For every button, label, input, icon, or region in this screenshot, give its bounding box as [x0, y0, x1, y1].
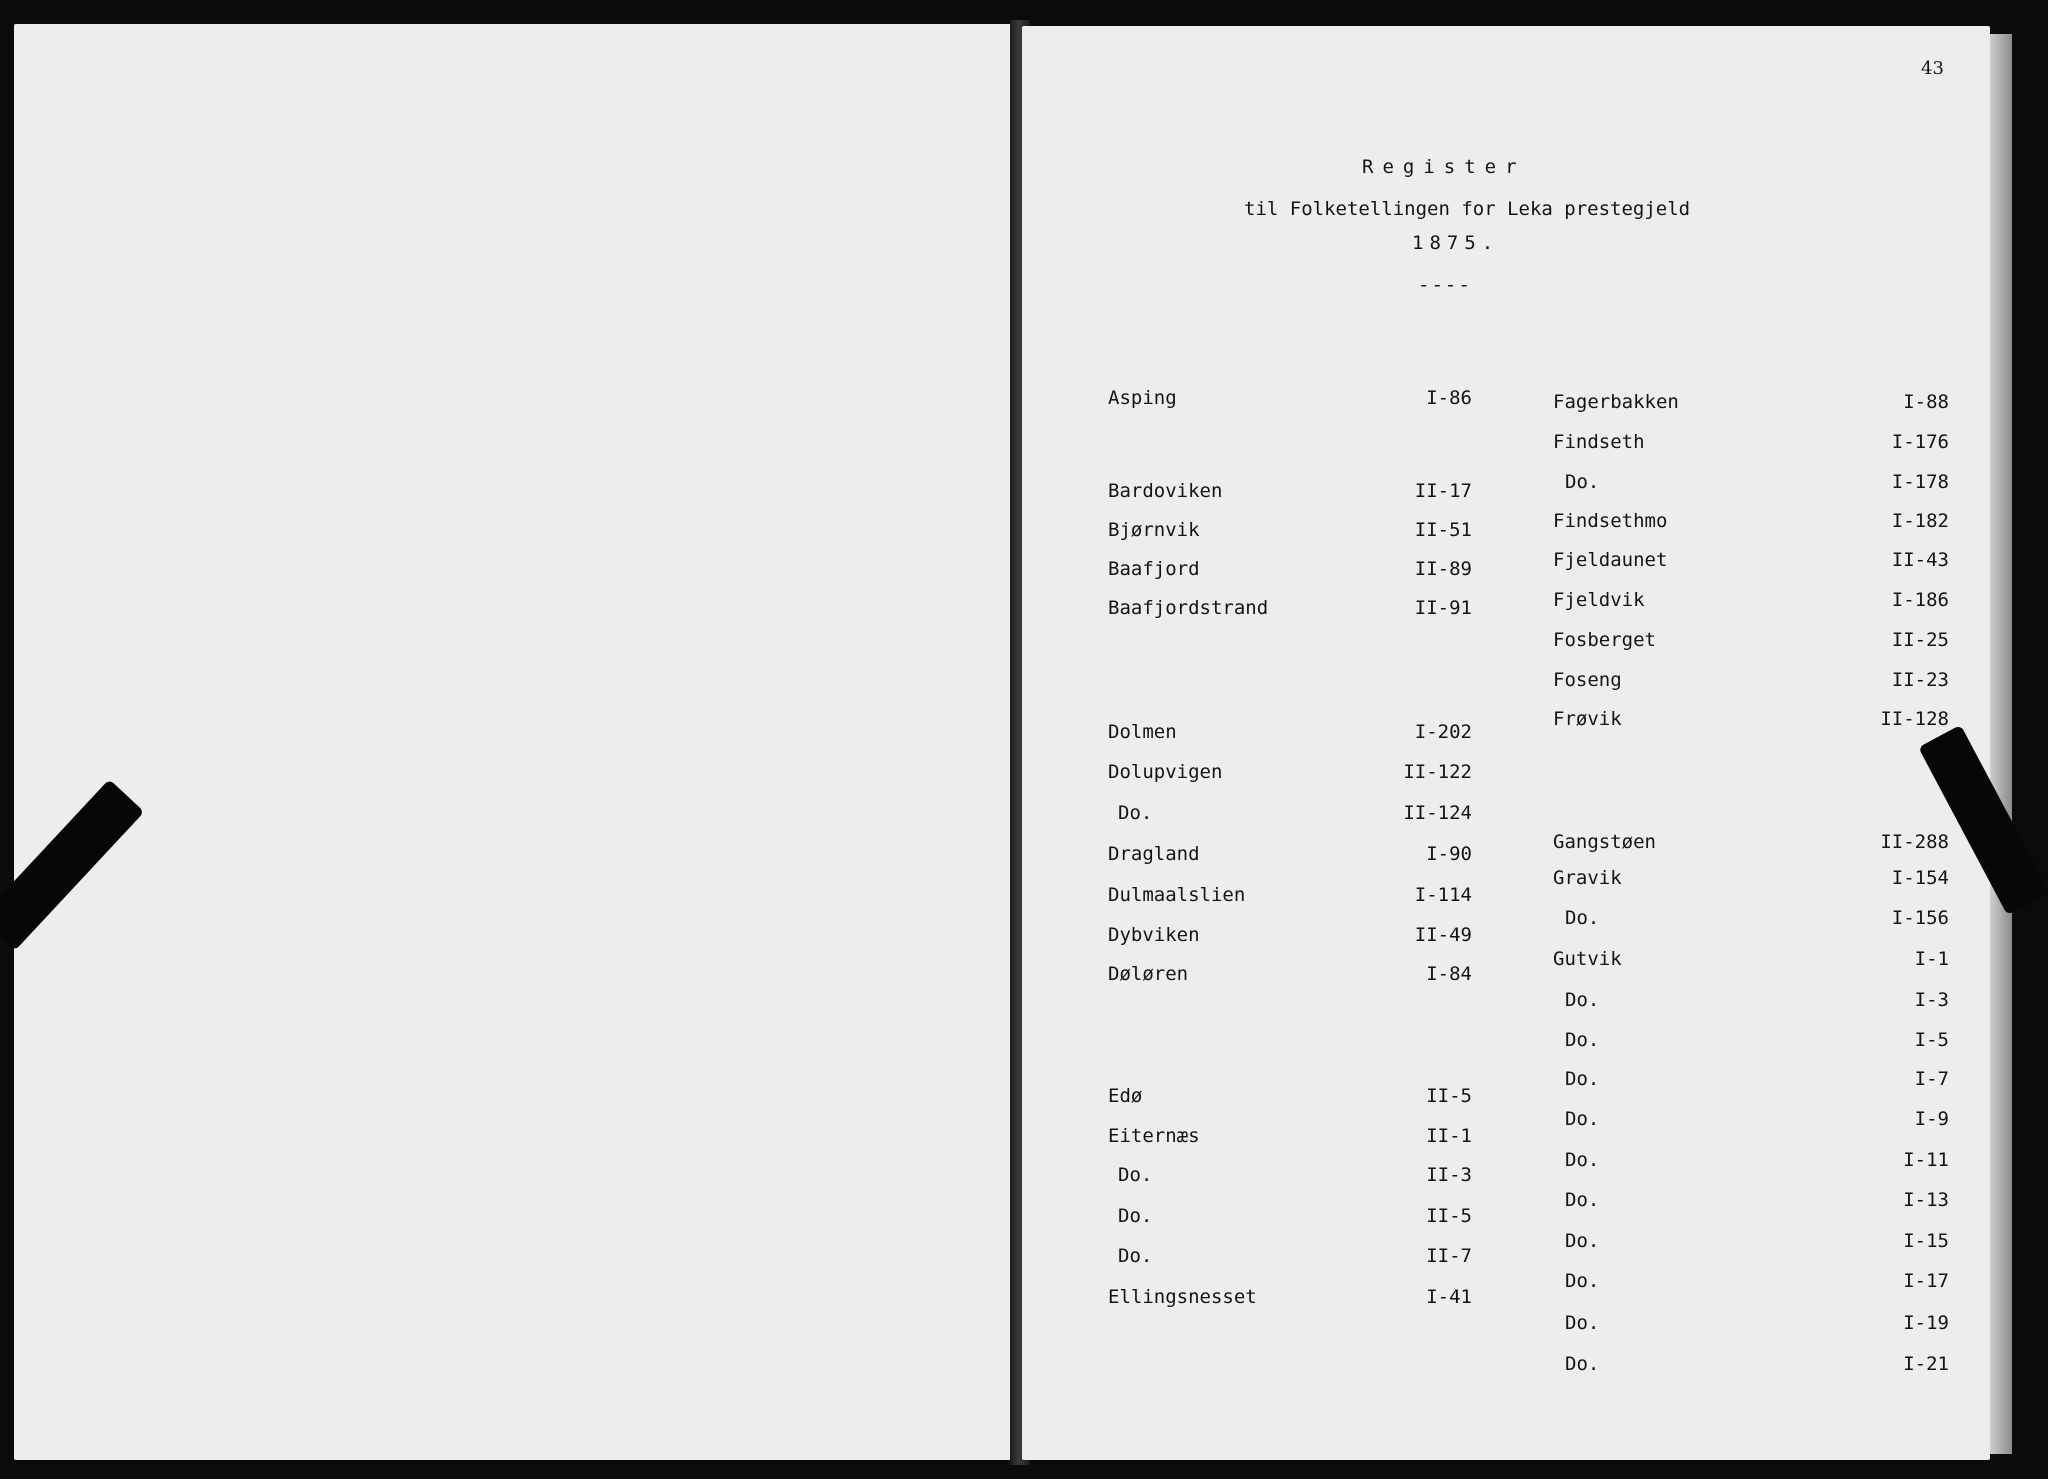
right-entry-ref: I-3	[1914, 989, 1949, 1011]
left-entry-ref: II-122	[1403, 761, 1472, 783]
right-entry-ref: I-11	[1903, 1149, 1949, 1171]
page-number: 43	[1921, 58, 1944, 79]
left-entry-ref: I-90	[1426, 843, 1472, 865]
left-entry-ref: I-86	[1426, 387, 1472, 409]
right-entry-ref: I-1	[1914, 948, 1949, 970]
left-entry-place: Døløren	[1108, 963, 1189, 985]
right-entry-place: Do.	[1565, 1312, 1600, 1334]
right-entry-place: Findseth	[1553, 431, 1645, 453]
right-entry-place: Do.	[1565, 907, 1600, 929]
right-entry-ref: II-43	[1891, 549, 1949, 571]
left-entry-place: Do.	[1118, 1245, 1153, 1267]
right-entry-place: Fjeldaunet	[1553, 549, 1668, 571]
left-entry-place: Baafjord	[1108, 558, 1200, 580]
right-entry-ref: II-128	[1880, 708, 1949, 730]
right-entry-ref: I-156	[1891, 907, 1949, 929]
right-entry-place: Do.	[1565, 1149, 1600, 1171]
right-entry-place: Frøvik	[1553, 708, 1622, 730]
right-entry-place: Fjeldvik	[1553, 589, 1645, 611]
left-entry-place: Bardoviken	[1108, 480, 1223, 502]
right-entry-place: Do.	[1565, 1108, 1600, 1130]
right-entry-ref: II-25	[1891, 629, 1949, 651]
right-entry-place: Do.	[1565, 1353, 1600, 1375]
left-entry-place: Dolmen	[1108, 721, 1177, 743]
right-entry-place: Gangstøen	[1553, 831, 1656, 853]
left-entry-ref: II-51	[1414, 519, 1472, 541]
right-entry-ref: II-288	[1880, 831, 1949, 853]
register-title: Register	[1362, 156, 1526, 178]
right-entry-ref: I-19	[1903, 1312, 1949, 1334]
right-entry-ref: I-9	[1914, 1108, 1949, 1130]
left-entry-place: Dulmaalslien	[1108, 884, 1246, 906]
right-page	[1022, 26, 1990, 1460]
right-entry-place: Do.	[1565, 471, 1600, 493]
left-entry-ref: II-49	[1414, 924, 1472, 946]
left-page	[14, 24, 1016, 1460]
left-entry-place: Do.	[1118, 802, 1153, 824]
left-entry-ref: II-3	[1426, 1164, 1472, 1186]
right-entry-ref: I-176	[1891, 431, 1949, 453]
left-entry-ref: II-7	[1426, 1245, 1472, 1267]
page-edge	[1990, 34, 2012, 1454]
right-entry-place: Do.	[1565, 989, 1600, 1011]
left-entry-ref: II-1	[1426, 1125, 1472, 1147]
left-entry-ref: I-114	[1414, 884, 1472, 906]
left-entry-ref: I-202	[1414, 721, 1472, 743]
right-entry-ref: I-186	[1891, 589, 1949, 611]
right-entry-place: Do.	[1565, 1189, 1600, 1211]
right-entry-place: Do.	[1565, 1029, 1600, 1051]
left-entry-place: Ellingsnesset	[1108, 1286, 1257, 1308]
left-entry-place: Dolupvigen	[1108, 761, 1223, 783]
right-entry-ref: I-178	[1891, 471, 1949, 493]
right-entry-ref: I-88	[1903, 391, 1949, 413]
left-entry-ref: I-84	[1426, 963, 1472, 985]
left-entry-place: Bjørnvik	[1108, 519, 1200, 541]
left-entry-ref: I-41	[1426, 1286, 1472, 1308]
left-entry-ref: II-91	[1414, 597, 1472, 619]
right-entry-ref: II-23	[1891, 669, 1949, 691]
left-entry-place: Do.	[1118, 1164, 1153, 1186]
right-entry-ref: I-13	[1903, 1189, 1949, 1211]
left-entry-ref: II-5	[1426, 1205, 1472, 1227]
right-entry-place: Do.	[1565, 1068, 1600, 1090]
right-entry-place: Gravik	[1553, 867, 1622, 889]
left-entry-ref: II-5	[1426, 1085, 1472, 1107]
right-entry-place: Findsethmo	[1553, 510, 1668, 532]
left-entry-place: Edø	[1108, 1085, 1143, 1107]
right-entry-place: Gutvik	[1553, 948, 1622, 970]
right-entry-ref: I-21	[1903, 1353, 1949, 1375]
right-entry-ref: I-182	[1891, 510, 1949, 532]
right-entry-ref: I-15	[1903, 1230, 1949, 1252]
left-entry-ref: II-124	[1403, 802, 1472, 824]
right-entry-ref: I-7	[1914, 1068, 1949, 1090]
header-rule: ----	[1418, 274, 1472, 296]
left-entry-place: Asping	[1108, 387, 1177, 409]
left-entry-place: Dragland	[1108, 843, 1200, 865]
right-entry-ref: I-17	[1903, 1270, 1949, 1292]
right-entry-place: Do.	[1565, 1230, 1600, 1252]
left-entry-ref: II-17	[1414, 480, 1472, 502]
left-entry-place: Dybviken	[1108, 924, 1200, 946]
right-entry-place: Fagerbakken	[1553, 391, 1679, 413]
left-entry-place: Baafjordstrand	[1108, 597, 1269, 619]
right-entry-place: Do.	[1565, 1270, 1600, 1292]
right-entry-ref: I-5	[1914, 1029, 1949, 1051]
left-entry-ref: II-89	[1414, 558, 1472, 580]
right-entry-ref: I-154	[1891, 867, 1949, 889]
register-year: 1875.	[1412, 232, 1500, 254]
left-entry-place: Eiternæs	[1108, 1125, 1200, 1147]
right-entry-place: Foseng	[1553, 669, 1622, 691]
left-entry-place: Do.	[1118, 1205, 1153, 1227]
right-entry-place: Fosberget	[1553, 629, 1656, 651]
register-subtitle: til Folketellingen for Leka prestegjeld	[1244, 198, 1691, 220]
